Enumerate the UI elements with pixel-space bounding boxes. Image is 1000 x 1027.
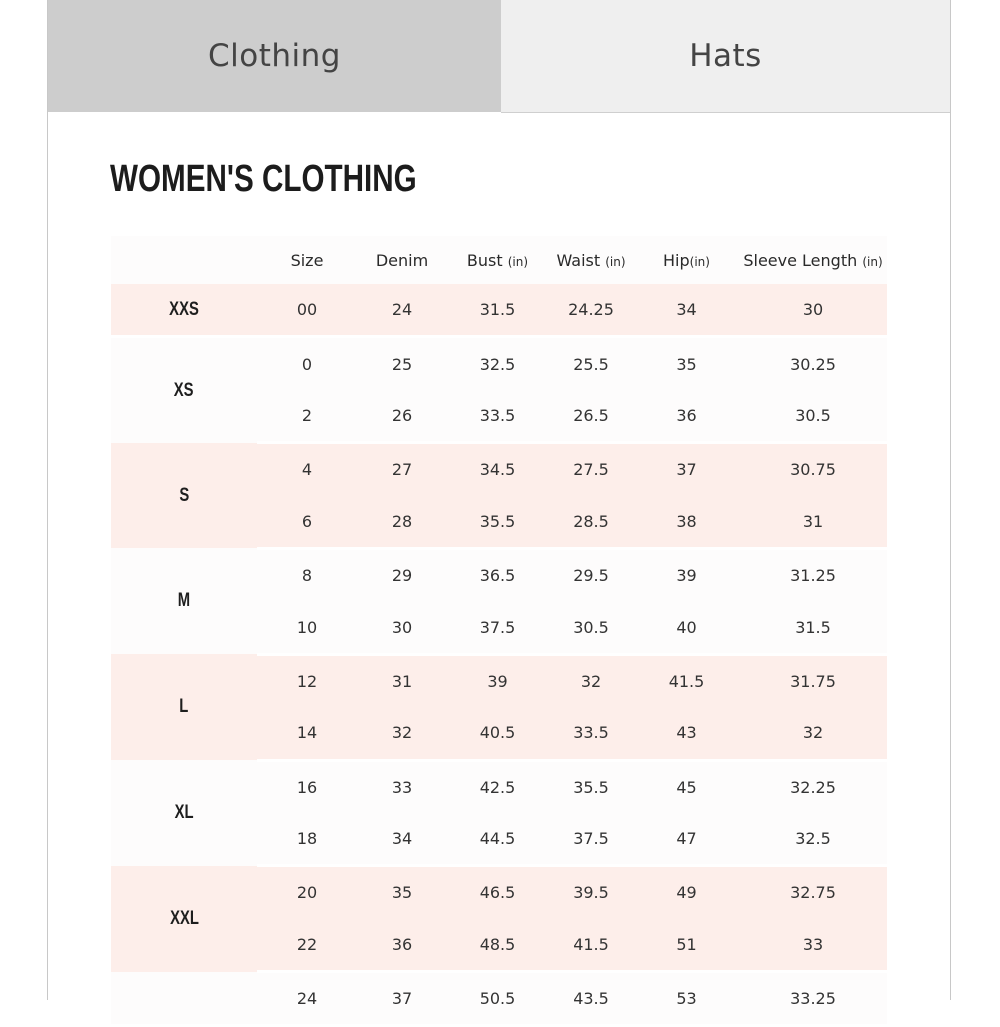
hip-cell: 41.5 — [634, 654, 739, 707]
header-waist-label: Waist — [556, 250, 601, 270]
size-number-cell: 22 — [257, 919, 357, 972]
size-number-cell: 14 — [257, 707, 357, 760]
hip-cell: 53 — [634, 972, 739, 1026]
sleeve-length-cell: 31.75 — [739, 654, 887, 707]
header-bust-label: Bust — [466, 250, 503, 270]
denim-cell: 27 — [357, 443, 447, 496]
table-row — [111, 654, 887, 707]
bust-cell: 33.5 — [447, 390, 548, 443]
denim-cell: 30 — [357, 601, 447, 654]
waist-cell: 35.5 — [548, 760, 634, 813]
denim-cell: 31 — [357, 654, 447, 707]
hip-cell: 43 — [634, 707, 739, 760]
size-label-cell — [111, 443, 257, 549]
waist-cell: 28.5 — [548, 496, 634, 549]
sleeve-length-cell: 32.25 — [739, 760, 887, 813]
sleeve-length-cell: 33 — [739, 919, 887, 972]
bust-cell: 32.5 — [447, 337, 548, 390]
header-hip-label: Hip — [663, 250, 690, 270]
waist-cell: 43.5 — [548, 972, 634, 1026]
size-label-cell — [111, 337, 257, 443]
size-table — [111, 236, 887, 1027]
size-label-cell — [111, 866, 257, 972]
denim-cell: 35 — [357, 866, 447, 919]
bust-cell: 31.5 — [447, 284, 548, 337]
size-label-cell — [111, 654, 257, 760]
waist-cell: 32 — [548, 654, 634, 707]
sleeve-length-cell: 30.25 — [739, 337, 887, 390]
hip-cell: 51 — [634, 919, 739, 972]
denim-cell: 32 — [357, 707, 447, 760]
hip-cell: 40 — [634, 601, 739, 654]
bust-cell: 40.5 — [447, 707, 548, 760]
size-number-cell: 00 — [257, 284, 357, 337]
size-number-cell: 12 — [257, 654, 357, 707]
size-label: L — [179, 696, 189, 718]
size-number-cell: 18 — [257, 813, 357, 866]
sleeve-length-cell: 32.75 — [739, 866, 887, 919]
header-sleeve — [739, 236, 887, 284]
sleeve-length-cell: 30.75 — [739, 443, 887, 496]
table-row — [111, 337, 887, 390]
size-label: XL — [174, 801, 194, 823]
bust-cell: 35.5 — [447, 496, 548, 549]
page-title: WOMEN'S CLOTHING — [110, 158, 417, 200]
denim-cell: 28 — [357, 496, 447, 549]
bust-cell: 46.5 — [447, 866, 548, 919]
size-label: S — [179, 484, 189, 506]
header-sleeve-unit: (in) — [862, 254, 883, 269]
size-table-body — [111, 284, 887, 1026]
hip-cell: 37 — [634, 443, 739, 496]
size-number-cell: 16 — [257, 760, 357, 813]
size-number-cell: 0 — [257, 337, 357, 390]
sleeve-length-cell: 33.25 — [739, 972, 887, 1026]
hip-cell: 39 — [634, 548, 739, 601]
header-hip — [634, 236, 739, 284]
waist-cell: 26.5 — [548, 390, 634, 443]
hip-cell: 35 — [634, 337, 739, 390]
hip-cell: 49 — [634, 866, 739, 919]
hip-cell: 34 — [634, 284, 739, 337]
denim-cell: 37 — [357, 972, 447, 1026]
bust-cell: 34.5 — [447, 443, 548, 496]
table-row — [111, 443, 887, 496]
size-number-cell: 4 — [257, 443, 357, 496]
size-label-cell — [111, 760, 257, 866]
sleeve-length-cell: 32 — [739, 707, 887, 760]
size-number-cell: 8 — [257, 548, 357, 601]
denim-cell: 24 — [357, 284, 447, 337]
table-row — [111, 284, 887, 337]
size-number-cell: 2 — [257, 390, 357, 443]
sleeve-length-cell: 31.25 — [739, 548, 887, 601]
tab-bar — [48, 0, 950, 113]
table-row — [111, 760, 887, 813]
waist-cell: 41.5 — [548, 919, 634, 972]
header-sleeve-label: Sleeve Length — [743, 250, 858, 270]
sleeve-length-cell: 30 — [739, 284, 887, 337]
size-number-cell: 10 — [257, 601, 357, 654]
table-row — [111, 972, 887, 1026]
header-bust-unit: (in) — [507, 254, 529, 269]
table-row — [111, 866, 887, 919]
waist-cell: 27.5 — [548, 443, 634, 496]
waist-cell: 39.5 — [548, 866, 634, 919]
bust-cell: 39 — [447, 654, 548, 707]
header-waist — [548, 236, 634, 284]
denim-cell: 26 — [357, 390, 447, 443]
hip-cell: 38 — [634, 496, 739, 549]
waist-cell: 24.25 — [548, 284, 634, 337]
size-number-cell: 20 — [257, 866, 357, 919]
size-chart — [111, 236, 887, 1027]
size-label: M — [177, 590, 191, 612]
sleeve-length-cell: 30.5 — [739, 390, 887, 443]
waist-cell: 37.5 — [548, 813, 634, 866]
denim-cell: 29 — [357, 548, 447, 601]
size-label-cell — [111, 284, 257, 337]
table-header-row — [111, 236, 887, 284]
bust-cell: 48.5 — [447, 919, 548, 972]
bust-cell: 44.5 — [447, 813, 548, 866]
header-waist-unit: (in) — [605, 254, 626, 269]
bust-cell: 37.5 — [447, 601, 548, 654]
size-label: XXL — [169, 907, 199, 929]
bust-cell: 42.5 — [447, 760, 548, 813]
waist-cell: 33.5 — [548, 707, 634, 760]
size-label-cell — [111, 972, 257, 1026]
header-denim: Denim — [357, 236, 447, 284]
waist-cell: 30.5 — [548, 601, 634, 654]
hip-cell: 36 — [634, 390, 739, 443]
header-bust — [447, 236, 548, 284]
denim-cell: 34 — [357, 813, 447, 866]
size-label-cell — [111, 548, 257, 654]
sleeve-length-cell: 31 — [739, 496, 887, 549]
tab-hats[interactable]: Hats — [501, 0, 950, 113]
sleeve-length-cell: 31.5 — [739, 601, 887, 654]
denim-cell: 36 — [357, 919, 447, 972]
waist-cell: 29.5 — [548, 548, 634, 601]
header-size: Size — [257, 236, 357, 284]
hip-cell: 47 — [634, 813, 739, 866]
size-number-cell: 24 — [257, 972, 357, 1026]
size-chart-panel — [47, 0, 951, 1009]
tab-clothing[interactable]: Clothing — [48, 0, 501, 112]
denim-cell: 25 — [357, 337, 447, 390]
size-label: XS — [174, 379, 194, 401]
sleeve-length-cell: 32.5 — [739, 813, 887, 866]
hip-cell: 45 — [634, 760, 739, 813]
size-number-cell: 6 — [257, 496, 357, 549]
table-row — [111, 548, 887, 601]
size-label: XXS — [169, 298, 199, 320]
bust-cell: 36.5 — [447, 548, 548, 601]
header-hip-unit: (in) — [689, 254, 710, 269]
header-blank — [111, 236, 257, 284]
waist-cell: 25.5 — [548, 337, 634, 390]
bust-cell: 50.5 — [447, 972, 548, 1026]
denim-cell: 33 — [357, 760, 447, 813]
